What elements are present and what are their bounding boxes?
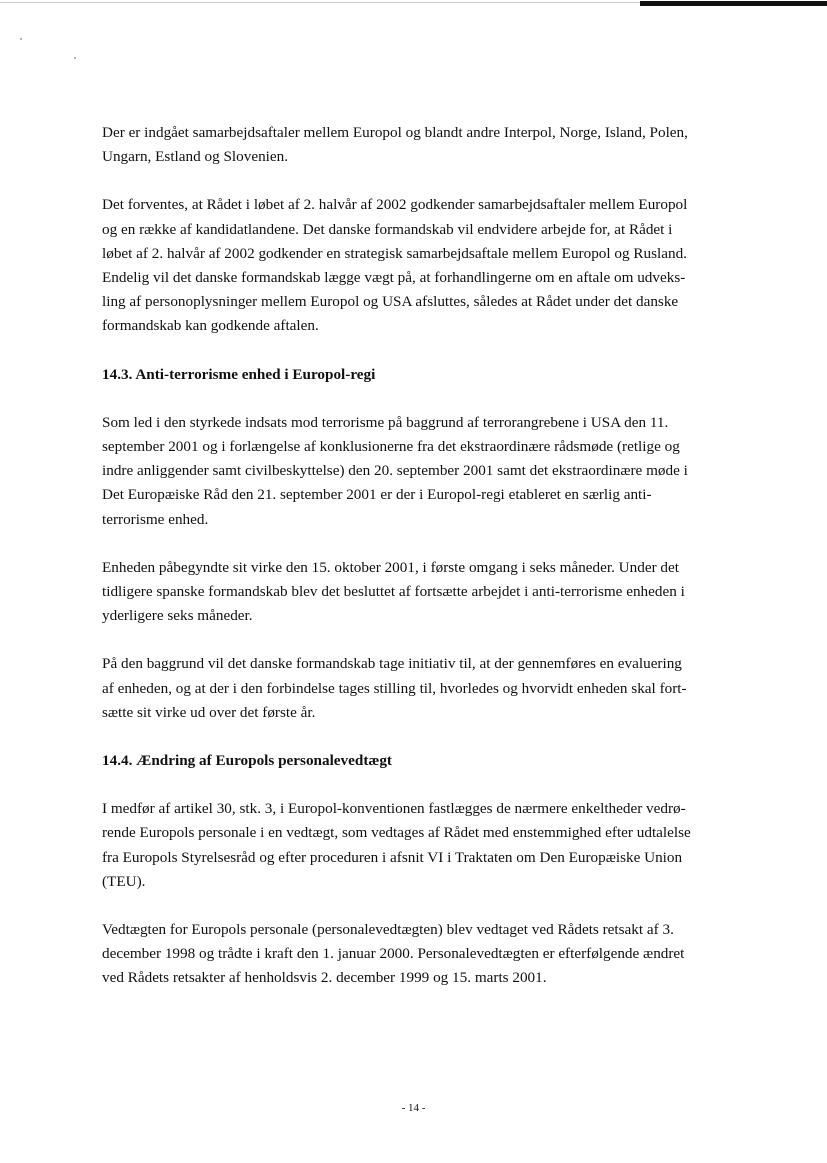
paragraph-line: ved Rådets retsakter af henholdsvis 2. december 1999 og 15. marts 2001.: [102, 969, 547, 987]
paragraph-line: Det forventes, at Rådet i løbet af 2. halvår af 2002 godkender samarbejdsaftaler mellem Europol: [102, 196, 688, 214]
body-paragraph: [102, 411, 752, 532]
section-heading: [102, 749, 752, 773]
paragraph-line: sætte sit virke ud over det første år.: [102, 703, 316, 721]
scan-speck: [20, 38, 22, 40]
paragraph-line: I medfør af artikel 30, stk. 3, i Europol-konventionen fastlægges de nærmere enkeltheder vedrø-: [102, 800, 686, 818]
paragraph-line: Der er indgået samarbejdsaftaler mellem Europol og blandt andre Interpol, Norge, Island, Polen,: [102, 124, 688, 141]
paragraph-line: løbet af 2. halvår af 2002 godkender en strategisk samarbejdsaftale mellem Europol og Rusland.: [102, 244, 687, 262]
paragraph-line: yderligere seks måneder.: [102, 607, 253, 625]
paragraph-line: Vedtægten for Europols personale (personalevedtægten) blev vedtaget ved Rådets retsakt af 3.: [102, 921, 674, 939]
body-paragraph: [102, 121, 752, 169]
paragraph-line: Ungarn, Estland og Slovenien.: [102, 148, 289, 166]
paragraph-line: (TEU).: [102, 872, 146, 890]
paragraph-line: september 2001 og i forlængelse af konklusionerne fra det ekstraordinære rådsmøde (retlige og: [102, 438, 680, 456]
paragraph-line: Det Europæiske Råd den 21. september 2001 er der i Europol-regi etableret en særlig anti-: [102, 486, 652, 504]
paragraph-line: rende Europols personale i en vedtægt, som vedtages af Rådet med enstemmighed efter udtalelse: [102, 824, 691, 842]
heading-text: 14.3. Anti-terrorisme enhed i Europol-regi: [102, 365, 376, 383]
paragraph-line: indre anliggender samt civilbeskyttelse) den 20. september 2001 samt det ekstraordinære møde i: [102, 462, 688, 480]
body-paragraph: [102, 918, 752, 991]
body-paragraph: [102, 797, 752, 894]
scan-speck: [74, 57, 76, 59]
scan-top-rule-thick: [640, 1, 827, 6]
scan-top-rule: [0, 0, 827, 7]
paragraph-line: og en række af kandidatlandene. Det danske formandskab vil endvidere arbejde for, at Rådet i: [102, 220, 673, 238]
body-paragraph: [102, 556, 752, 629]
section-heading: [102, 363, 752, 387]
paragraph-line: Endelig vil det danske formandskab lægge vægt på, at forhandlingerne om en aftale om udveks-: [102, 269, 686, 287]
paragraph-line: af enheden, og at der i den forbindelse tages stilling til, hvorledes og hvorvidt enheden skal fort-: [102, 679, 687, 697]
document-body: [102, 121, 752, 1015]
body-paragraph: [102, 652, 752, 725]
paragraph-line: december 1998 og trådte i kraft den 1. januar 2000. Personalevedtægten er efterfølgende ændret: [102, 945, 685, 963]
paragraph-line: ling af personoplysninger mellem Europol og USA afsluttes, således at Rådet under det danske: [102, 293, 679, 311]
paragraph-line: Enheden påbegyndte sit virke den 15. oktober 2001, i første omgang i seks måneder. Under det: [102, 558, 679, 576]
paragraph-line: På den baggrund vil det danske formandskab tage initiativ til, at der gennemføres en evaluering: [102, 655, 682, 673]
paragraph-line: fra Europols Styrelsesråd og efter proceduren i afsnit VI i Traktaten om Den Europæiske Union: [102, 848, 683, 866]
paragraph-line: tidligere spanske formandskab blev det besluttet af fortsætte arbejdet i anti-terrorisme enheden i: [102, 583, 685, 601]
body-paragraph: [102, 193, 752, 338]
page-number: - 14 -: [401, 1102, 426, 1114]
paragraph-line: Som led i den styrkede indsats mod terrorisme på baggrund af terrorangrebene i USA den 11.: [102, 413, 669, 431]
paragraph-line: formandskab kan godkende aftalen.: [102, 317, 319, 335]
paragraph-line: terrorisme enhed.: [102, 510, 209, 528]
heading-text: 14.4. Ændring af Europols personalevedtægt: [102, 752, 392, 770]
